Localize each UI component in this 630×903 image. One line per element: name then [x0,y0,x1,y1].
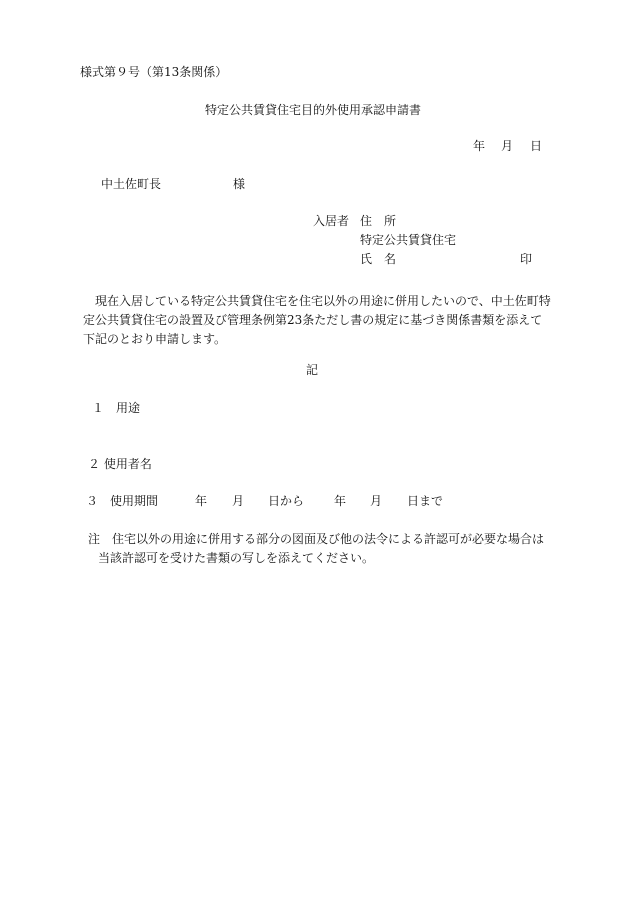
addressee-honorific: 様 [233,177,246,191]
name-label: 氏 名 [360,252,397,266]
note-line: 当該許認可を受けた書類の写しを添えてください。 [98,551,375,565]
period-to-day: 日まで [407,494,444,508]
date-year: 年 [473,139,486,153]
address-value: 特定公共賃貸住宅 [360,233,457,247]
application-statement [83,292,553,349]
item-purpose: １ 用途 [92,401,141,415]
statement-line: 定公共賃貸住宅の設置及び管理条例第23条ただし書の規定に基づき関係書類を添えて [83,313,543,327]
form-number: 様式第９号（第13条関係） [80,65,228,79]
seal-mark: 印 [520,252,533,266]
period-to-month: 月 [370,494,383,508]
period-to-year: 年 [334,494,347,508]
address-label: 住 所 [360,214,397,228]
note-block [88,530,558,568]
addressee-name: 中土佐町長 [101,177,162,191]
statement-line: 現在入居している特定公共賃貸住宅を住宅以外の用途に併用したいので、中土佐町特 [95,294,551,308]
applicant-label: 入居者 [313,214,350,228]
statement-line: 下記のとおり申請します。 [83,332,227,346]
form-title: 特定公共賃貸住宅目的外使用承認申請書 [205,103,422,117]
note-line: 注 住宅以外の用途に併用する部分の図面及び他の法令による許認可が必要な場合は [88,532,545,546]
date-day: 日 [530,139,543,153]
date-month: 月 [501,139,514,153]
ki-heading: 記 [306,363,319,377]
period-from-month: 月 [232,494,245,508]
period-from-year: 年 [195,494,208,508]
item-period-label: ３ 使用期間 [86,494,159,508]
period-from-day: 日から [268,494,305,508]
item-user-name: ２ 使用者名 [88,457,152,471]
